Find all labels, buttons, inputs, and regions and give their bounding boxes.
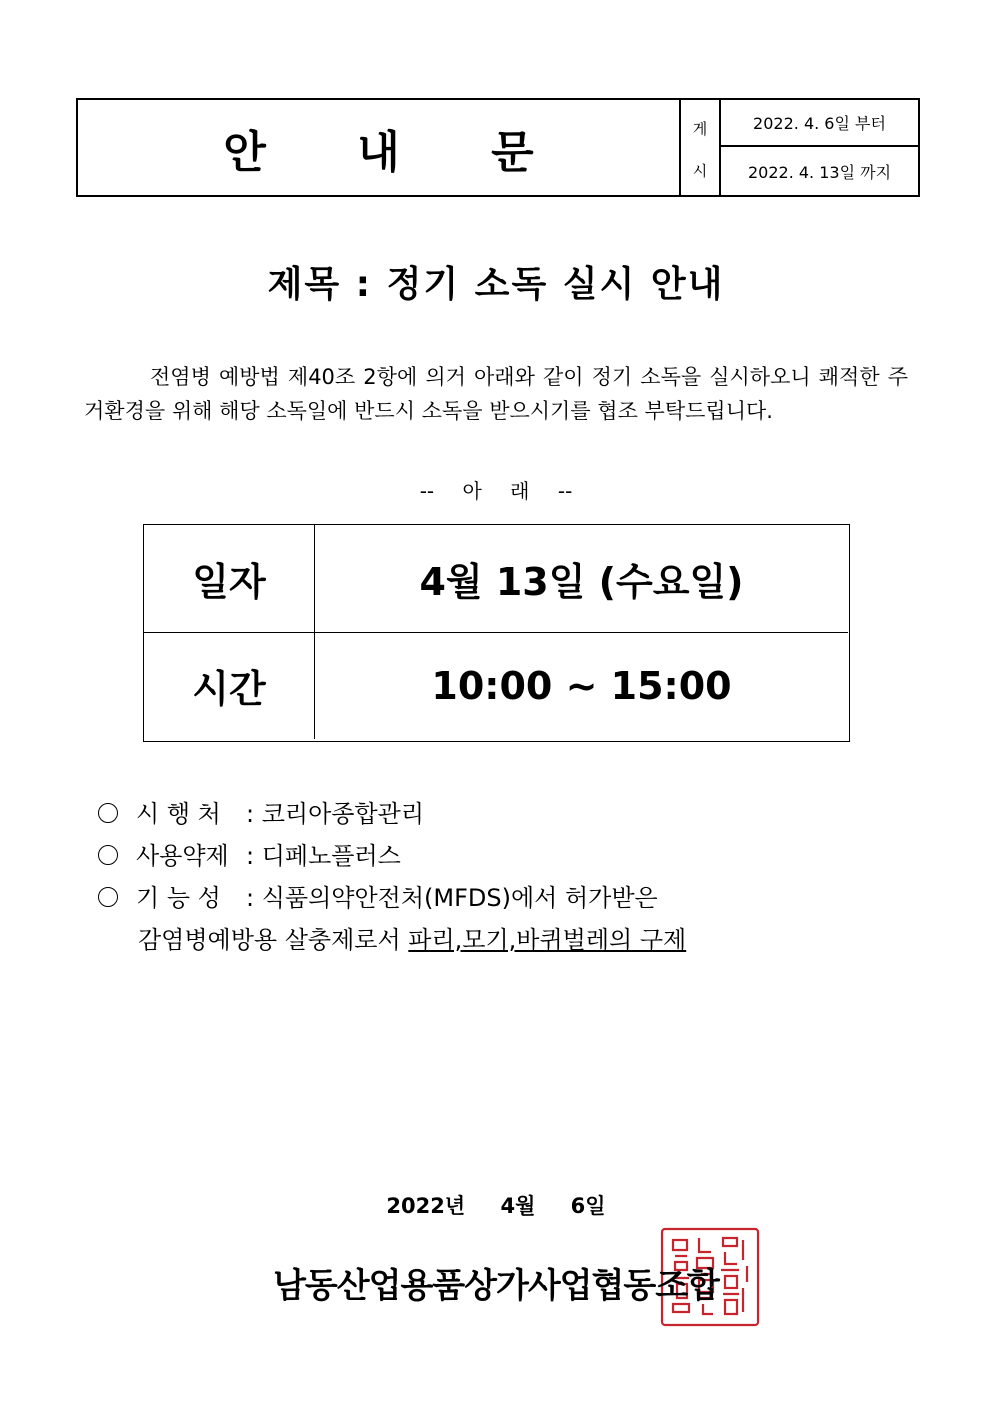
detail-operator <box>98 793 918 835</box>
function-value: : 식품의약안전처(MFDS)에서 허가받은 <box>246 884 658 912</box>
schedule-row-time <box>144 632 848 739</box>
posting-date-to: 2022. 4. 13일 까지 <box>747 163 892 182</box>
posting-label-top: 게 <box>692 120 708 138</box>
date-value: 4월 13일 (수요일) <box>419 560 744 604</box>
intro-text: 전염병 예방법 제40조 2항에 의거 아래와 같이 정기 소독을 실시하오니 쾌적한 주거환경을 위해 해당 소독일에 반드시 소독을 받으시기를 협조 부탁드립니다. <box>84 365 908 423</box>
section-divider: -- 아 래 -- <box>419 479 573 503</box>
schedule-table <box>143 524 850 742</box>
posting-period <box>721 100 918 195</box>
circle-bullet-icon <box>98 845 118 865</box>
notice-header <box>76 98 920 197</box>
time-label: 시간 <box>144 632 315 739</box>
subject-heading: 제목 : 정기 소독 실시 안내 <box>267 264 725 305</box>
organization-name: 남동산업용품상가사업협동조합 <box>273 1266 719 1306</box>
date-label: 일자 <box>144 525 315 632</box>
details-list <box>98 793 918 961</box>
posting-date-from: 2022. 4. 6일 부터 <box>721 100 918 147</box>
schedule-row-date <box>144 525 848 633</box>
operator-label: 시 행 처 <box>136 800 221 828</box>
posting-label <box>681 100 721 195</box>
chemical-value: : 디페노플러스 <box>246 842 401 870</box>
circle-bullet-icon <box>98 803 118 823</box>
time-value: 10:00 ~ 15:00 <box>431 663 732 708</box>
detail-function-continued <box>98 919 918 961</box>
circle-bullet-icon <box>98 887 118 907</box>
function-cont-underlined: 파리,모기,바퀴벌레의 구제 <box>408 926 687 954</box>
intro-paragraph <box>84 360 908 428</box>
function-label: 기 능 성 <box>136 884 221 912</box>
function-cont-text: 감염병예방용 살충제로서 <box>138 926 409 954</box>
operator-value: : 코리아종합관리 <box>246 800 425 828</box>
issue-date: 2022년 4월 6일 <box>386 1194 606 1218</box>
chemical-label: 사용약제 <box>136 842 229 870</box>
detail-chemical <box>98 835 918 877</box>
detail-function <box>98 877 918 919</box>
posting-label-bottom: 시 <box>692 162 708 180</box>
notice-title: 안 내 문 <box>78 100 681 195</box>
